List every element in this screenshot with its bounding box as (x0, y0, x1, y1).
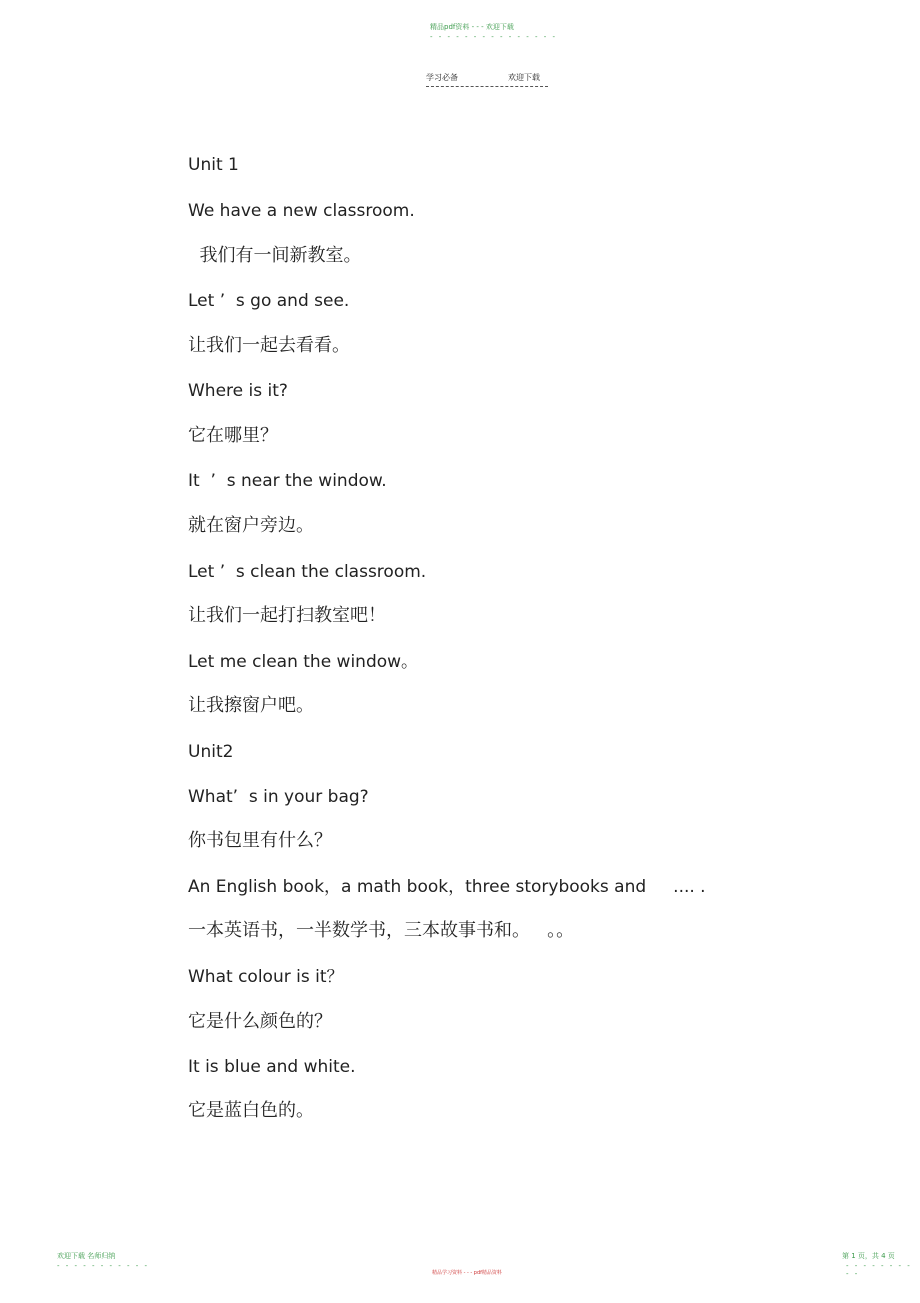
text-line: 它是蓝白色的。 (188, 1100, 314, 1121)
text-line: What colour is it？ (188, 967, 344, 987)
text-line: Let ’ s go and see. (188, 291, 350, 311)
text-line: 它是什么颜色的？ (188, 1011, 332, 1032)
text-line: 它在哪里？ (188, 425, 278, 446)
watermark-top-dots: - - - - - - - - - - - - - - - (430, 33, 558, 41)
watermark-top: 精品pdf资料 - - - 欢迎下载 (430, 23, 514, 31)
unit-heading-2: Unit2 (188, 742, 234, 762)
footer-left-watermark: 欢迎下载 名师归纳 (57, 1252, 116, 1260)
header-left-text: 学习必备 (426, 73, 458, 82)
text-line: It ’ s near the window. (188, 471, 387, 491)
footer-right-dots: - - - - - - - - - - (846, 1262, 912, 1278)
text-line: 让我们一起去看看。 (188, 335, 350, 356)
text-line: 让我们一起打扫教室吧！ (188, 605, 386, 626)
footer-left-dots: - - - - - - - - - - - (57, 1262, 150, 1270)
page-number: 第 1 页，共 4 页 (842, 1252, 895, 1260)
text-line: 我们有一间新教室。 (188, 245, 362, 266)
footer-center-watermark: 精品学习资料 - - - pdf精品资料 (432, 1270, 502, 1276)
text-line: Let me clean the window。 (188, 652, 419, 672)
header-right-text: 欢迎下载 (508, 73, 540, 82)
text-line: What’ s in your bag? (188, 787, 369, 807)
text-line: Where is it? (188, 381, 288, 401)
header-divider (426, 86, 548, 87)
text-line: Let ’ s clean the classroom. (188, 562, 427, 582)
text-line: 一本英语书，一半数学书，三本故事书和。 。。 (188, 920, 575, 941)
text-line: It is blue and white. (188, 1057, 356, 1077)
page-header (426, 72, 548, 83)
text-line: 就在窗户旁边。 (188, 515, 314, 536)
text-line: 你书包里有什么？ (188, 830, 332, 851)
text-line: We have a new classroom. (188, 201, 415, 221)
text-line: 让我擦窗户吧。 (188, 695, 314, 716)
unit-heading-1: Unit 1 (188, 155, 239, 175)
text-line: An English book，a math book，three storybooks and .... . (188, 877, 706, 897)
